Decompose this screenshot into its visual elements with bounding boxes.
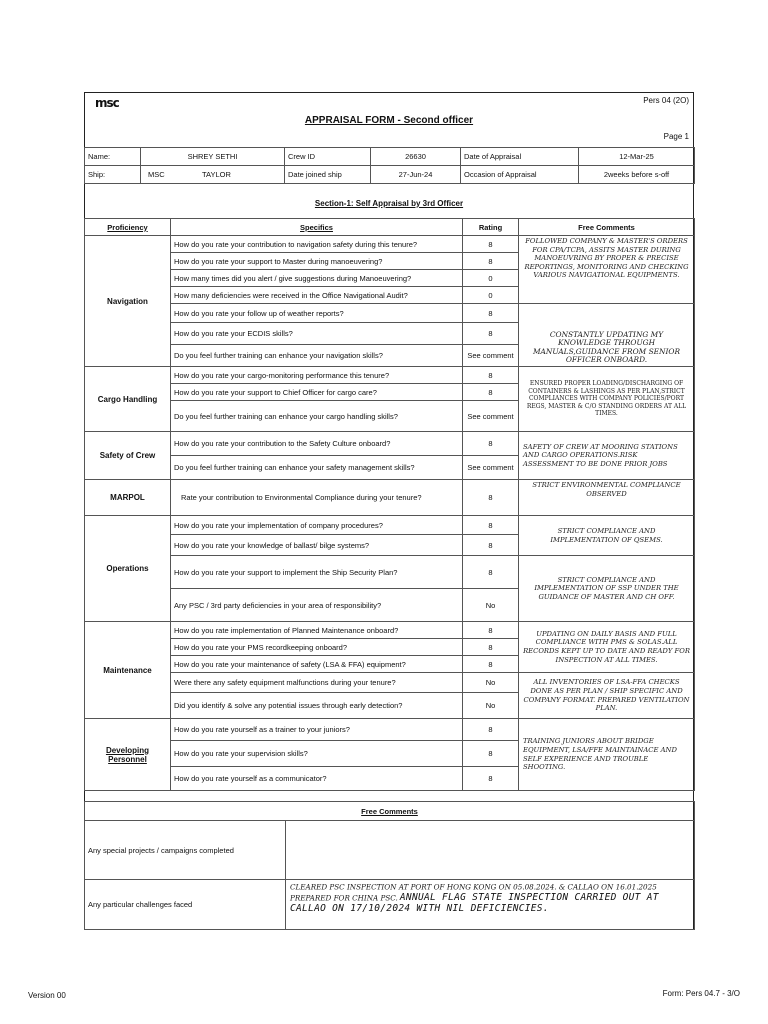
challenges-value bbox=[286, 880, 695, 930]
date-appraisal-label: Date of Appraisal bbox=[461, 148, 579, 166]
col-specifics: Specifics bbox=[171, 219, 463, 236]
crew-id-label: Crew ID bbox=[285, 148, 371, 166]
date-joined-value: 27-Jun-24 bbox=[371, 166, 461, 184]
category-navigation: Navigation bbox=[85, 236, 171, 367]
rating: 8 bbox=[463, 556, 519, 589]
table-row bbox=[85, 236, 695, 253]
question: Do you feel further training can enhance your safety management skills? bbox=[171, 456, 463, 480]
category-marpol: MARPOL bbox=[85, 480, 171, 516]
rating: 8 bbox=[463, 767, 519, 791]
table-row bbox=[85, 304, 695, 323]
rating: 8 bbox=[463, 236, 519, 253]
question: Were there any safety equipment malfunctions during your tenure? bbox=[171, 673, 463, 693]
ship-prefix: MSC bbox=[148, 170, 165, 179]
crew-id-value: 26630 bbox=[371, 148, 461, 166]
version-label: Version 00 bbox=[28, 991, 66, 1000]
question: How do you rate your knowledge of ballast/ bilge systems? bbox=[171, 535, 463, 556]
info-table bbox=[84, 147, 695, 184]
comment-safety: SAFETY OF CREW AT MOORING STATIONS AND CARGO OPERATIONS.RISK ASSESSMENT TO BE DONE PRIOR JOBS bbox=[519, 432, 695, 480]
category-safety: Safety of Crew bbox=[85, 432, 171, 480]
info-row-name bbox=[85, 148, 695, 166]
comment-navigation-1: FOLLOWED COMPANY & MASTER'S ORDERS FOR CPA/TCPA, ASSITS MASTER DURING MANOEUVRING BY PROPER & PRECISE REPORTINGS, MONITORING AND CHECKING VARIOUS NAVIGATIONAL EQUIPMENTS. bbox=[519, 236, 695, 304]
comment-marpol: STRICT ENVIRONMENTAL COMPLIANCE OBSERVED bbox=[519, 480, 695, 516]
rating: 8 bbox=[463, 639, 519, 656]
challenges-typed: CLEARED PSC INSPECTION AT PORT OF HONG KONG ON 05.08.2024. & CALLAO ON 16.01.2025 PREPARED FOR CHINA PSC. bbox=[290, 882, 657, 903]
rating: 8 bbox=[463, 480, 519, 516]
free-comments-header-row bbox=[85, 802, 695, 821]
form-code: Form: Pers 04.7 - 3/O bbox=[662, 989, 740, 998]
challenges-handwritten: ANNUAL FLAG STATE INSPECTION CARRIED OUT AT CALLAO ON 17/10/2024 WITH NIL DEFICIENCIES. bbox=[290, 891, 659, 914]
question: How many deficiencies were received in the Office Navigational Audit? bbox=[171, 287, 463, 304]
comment-developing: TRAINING JUNIORS ABOUT BRIDGE EQUIPMENT, LSA/FFE MAINTAINACE AND SELF EXPERIENCE AND TROUBLE SHOOTING. bbox=[519, 719, 695, 791]
challenges-row bbox=[85, 880, 695, 930]
category-operations: Operations bbox=[85, 516, 171, 622]
table-row bbox=[85, 480, 695, 516]
occasion-label: Occasion of Appraisal bbox=[461, 166, 579, 184]
appraisal-form bbox=[84, 92, 694, 930]
question: How do you rate your ECDIS skills? bbox=[171, 323, 463, 345]
msc-logo: msc bbox=[95, 96, 119, 110]
ship-value bbox=[141, 166, 285, 184]
question: How do you rate your contribution to the Safety Culture onboard? bbox=[171, 432, 463, 456]
page-number: Page 1 bbox=[663, 132, 689, 141]
category-developing bbox=[85, 719, 171, 791]
rating: See comment bbox=[463, 401, 519, 432]
projects-label: Any special projects / campaigns completed bbox=[85, 821, 286, 880]
rating: 8 bbox=[463, 304, 519, 323]
info-row-ship bbox=[85, 166, 695, 184]
date-appraisal-value: 12-Mar-25 bbox=[579, 148, 695, 166]
question: How do you rate yourself as a communicator? bbox=[171, 767, 463, 791]
appraisal-table bbox=[84, 218, 695, 791]
question: How do you rate your support to Chief Officer for cargo care? bbox=[171, 384, 463, 401]
comment-maintenance-2: ALL INVENTORIES OF LSA-FFA CHECKS DONE AS PER PLAN / SHIP SPECIFIC AND COMPANY FORMAT. PREPARED VENTILATION PLAN. bbox=[519, 673, 695, 719]
comment-maintenance-1: UPDATING ON DAILY BASIS AND FULL COMPLIANCE WITH PMS & SOLAS.ALL RECORDS KEPT UP TO DATE AND READY FOR INSPECTION AT ALL TIMES. bbox=[519, 622, 695, 673]
rating: 8 bbox=[463, 323, 519, 345]
question: How do you rate your implementation of company procedures? bbox=[171, 516, 463, 535]
table-row bbox=[85, 719, 695, 741]
rating: 0 bbox=[463, 287, 519, 304]
date-joined-label: Date joined ship bbox=[285, 166, 371, 184]
question: How do you rate your cargo-monitoring performance this tenure? bbox=[171, 367, 463, 384]
table-row bbox=[85, 556, 695, 589]
rating: 8 bbox=[463, 516, 519, 535]
free-comments-title: Free Comments bbox=[85, 802, 695, 821]
ship-name: TAYLOR bbox=[202, 170, 231, 179]
challenges-label: Any particular challenges faced bbox=[85, 880, 286, 930]
projects-row bbox=[85, 821, 695, 880]
question: Do you feel further training can enhance your navigation skills? bbox=[171, 345, 463, 367]
question: How do you rate implementation of Planned Maintenance onboard? bbox=[171, 622, 463, 639]
rating: 8 bbox=[463, 656, 519, 673]
question: Did you identify & solve any potential issues through early detection? bbox=[171, 693, 463, 719]
rating: See comment bbox=[463, 456, 519, 480]
rating: No bbox=[463, 673, 519, 693]
name-label: Name: bbox=[85, 148, 141, 166]
rating: 8 bbox=[463, 622, 519, 639]
free-comments-table bbox=[84, 801, 695, 930]
comment-navigation-2: CONSTANTLY UPDATING MY KNOWLEDGE THROUGH MANUALS,GUIDANCE FROM SENIOR OFFICER ONBOARD. bbox=[519, 304, 695, 367]
table-row bbox=[85, 432, 695, 456]
table-row bbox=[85, 516, 695, 535]
occasion-value: 2weeks before s-off bbox=[579, 166, 695, 184]
question: How do you rate your supervision skills? bbox=[171, 741, 463, 767]
rating: 8 bbox=[463, 719, 519, 741]
column-header-row bbox=[85, 219, 695, 236]
question: How do you rate your support to Master during manoeuvering? bbox=[171, 253, 463, 270]
ship-label: Ship: bbox=[85, 166, 141, 184]
col-proficiency: Proficiency bbox=[85, 219, 171, 236]
projects-value bbox=[286, 821, 695, 880]
form-reference: Pers 04 (2O) bbox=[643, 96, 689, 105]
developing-label-1: Developing bbox=[105, 745, 150, 755]
rating: 8 bbox=[463, 384, 519, 401]
rating: 0 bbox=[463, 270, 519, 287]
category-cargo: Cargo Handling bbox=[85, 367, 171, 432]
developing-label-2: Personnel bbox=[108, 754, 147, 764]
question: How do you rate your maintenance of safety (LSA & FFA) equipment? bbox=[171, 656, 463, 673]
rating: See comment bbox=[463, 345, 519, 367]
question: Any PSC / 3rd party deficiencies in your area of responsibility? bbox=[171, 589, 463, 622]
rating: 8 bbox=[463, 741, 519, 767]
col-rating: Rating bbox=[463, 219, 519, 236]
table-row bbox=[85, 673, 695, 693]
question: How do you rate yourself as a trainer to your juniors? bbox=[171, 719, 463, 741]
category-maintenance: Maintenance bbox=[85, 622, 171, 719]
rating: 8 bbox=[463, 253, 519, 270]
question: How do you rate your follow up of weather reports? bbox=[171, 304, 463, 323]
comment-cargo: ENSURED PROPER LOADING/DISCHARGING OF CONTAINERS & LASHINGS AS PER PLAN,STRICT COMPLIANCES WITH COMPANY POLICIES/PORT REGS, MASTER & C/O STANDING ORDERS AT ALL TIMES. bbox=[519, 367, 695, 432]
question: Rate your contribution to Environmental Compliance during your tenure? bbox=[171, 480, 463, 516]
question: How do you rate your contribution to navigation safety during this tenure? bbox=[171, 236, 463, 253]
rating: No bbox=[463, 693, 519, 719]
rating: 8 bbox=[463, 535, 519, 556]
table-row bbox=[85, 367, 695, 384]
comment-operations-2: STRICT COMPLIANCE AND IMPLEMENTATION OF SSP UNDER THE GUIDANCE OF MASTER AND CH OFF. bbox=[519, 556, 695, 622]
rating: 8 bbox=[463, 367, 519, 384]
rating: No bbox=[463, 589, 519, 622]
question: Do you feel further training can enhance your cargo handling skills? bbox=[171, 401, 463, 432]
col-comments: Free Comments bbox=[519, 219, 695, 236]
name-value: SHREY SETHI bbox=[141, 148, 285, 166]
question: How do you rate your PMS recordkeeping onboard? bbox=[171, 639, 463, 656]
question: How do you rate your support to implement the Ship Security Plan? bbox=[171, 556, 463, 589]
form-title: APPRAISAL FORM - Second officer bbox=[304, 115, 474, 126]
section-title: Section-1: Self Appraisal by 3rd Officer bbox=[314, 199, 464, 208]
question: How many times did you alert / give suggestions during Manoeuvering? bbox=[171, 270, 463, 287]
rating: 8 bbox=[463, 432, 519, 456]
comment-operations-1: STRICT COMPLIANCE AND IMPLEMENTATION OF QSEMS. bbox=[519, 516, 695, 556]
table-row bbox=[85, 622, 695, 639]
